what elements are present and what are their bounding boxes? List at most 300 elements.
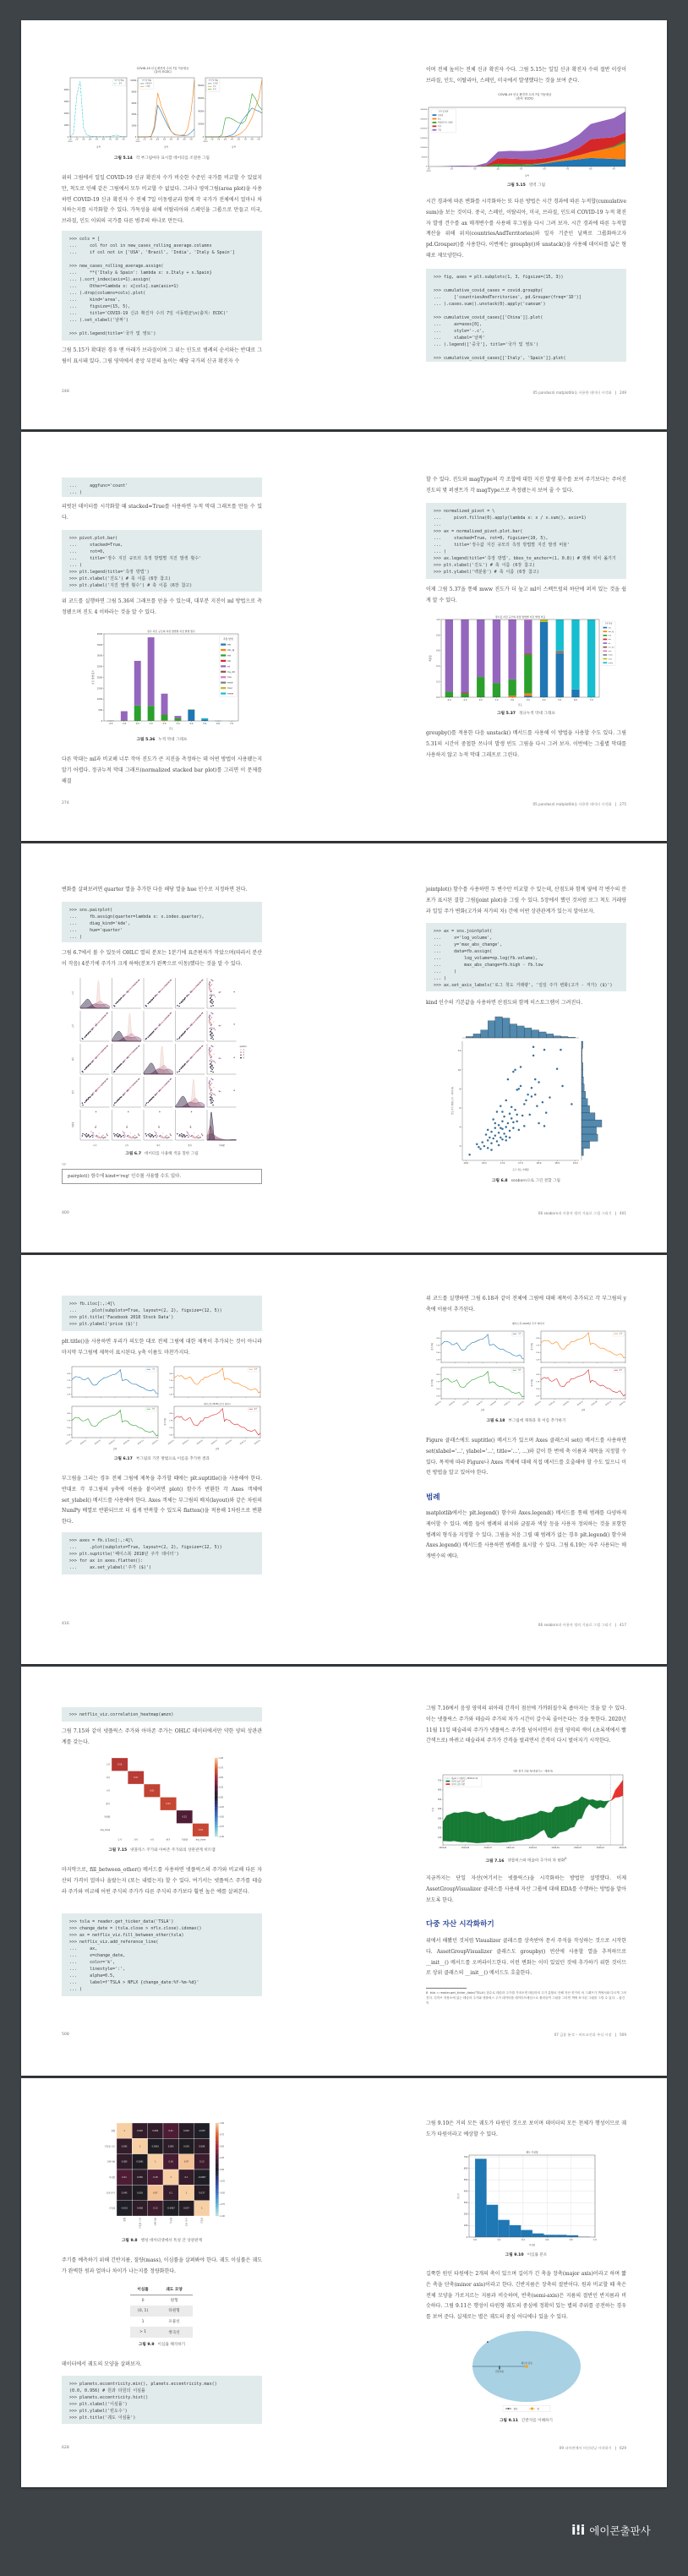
scatter-point [155, 996, 156, 997]
legend-title: 국가 및 영토 [208, 80, 218, 83]
bar-segment [477, 619, 484, 677]
colorbar-segment [216, 2179, 219, 2181]
legend-label: 행성 [513, 2407, 518, 2410]
footnote-mark: 8 [426, 1991, 429, 1995]
colorbar-segment [216, 2128, 219, 2131]
legend-marker [240, 1051, 242, 1053]
x-tick-label: 2월 [75, 139, 79, 141]
x-tick-label: 3월 [150, 139, 153, 141]
x-tick-label: 2019-10 [506, 1846, 515, 1849]
scatter-point [199, 1137, 201, 1138]
colorbar-segment [216, 2165, 219, 2168]
x-tick-label: 18.0 [536, 1162, 542, 1165]
y-axis-label: 주가 ($) [531, 1379, 533, 1387]
scatter-point [95, 1127, 96, 1128]
scatter-point [85, 1100, 87, 1102]
scatter-point [543, 1049, 545, 1051]
x-tick-label: 17.0 [500, 1162, 505, 1165]
scatter-point [155, 1029, 156, 1030]
page-number: 275 [620, 802, 626, 806]
bar-segment [524, 696, 532, 697]
scatter-point [482, 1141, 483, 1143]
heatmap-annotation: 0.045 [183, 2130, 189, 2133]
scatter-point [153, 1136, 155, 1138]
fill-region [458, 1812, 461, 1842]
left-page [21, 1667, 344, 2076]
y-tick-label: 1000 [96, 698, 103, 701]
semi-major-label: 긴반지름 [494, 2371, 505, 2373]
scatter-point [212, 1067, 214, 1069]
scatter-point [162, 1087, 164, 1089]
scatter-point [521, 1115, 523, 1116]
y-tick-label: 4000 [96, 632, 103, 636]
scatter-point [190, 991, 192, 992]
scatter-point [186, 1135, 188, 1137]
heatmap-annotation: 0.0061 [151, 2145, 160, 2148]
x-tick-label: 7월 [243, 139, 247, 141]
scatter-point [501, 1138, 503, 1140]
legend-label: mb_lg [608, 630, 614, 633]
colorbar-segment [215, 1766, 218, 1767]
scatter-point [188, 1028, 189, 1029]
code-block: >>> ax = sns.jointplot( ... x='log_volume', ... y='max_abs_change', ... data=fb.assign( ... log_volume=np.log(fb.volume), ... max_abs_change=fb.high - fb.low ... ) ... ) >>> ax.set_axis_labels('로그 척도 거래량', '일일 주가 변화(고가 - 저가) ($)') [426, 923, 626, 991]
y-tick-label: 300000 [420, 108, 428, 111]
scatter-point [123, 996, 124, 997]
scatter-point [170, 1133, 172, 1135]
table-cell: > 1 [130, 2327, 156, 2338]
scatter-point [82, 1133, 84, 1135]
x-tick-label: 2020-04 [551, 1846, 560, 1849]
heatmap-annotation: 0.068 [137, 2207, 143, 2210]
colorbar-segment [215, 1776, 218, 1777]
scatter-point [124, 1134, 126, 1136]
scatter-point [139, 1078, 140, 1080]
legend-label: 종가 [619, 1369, 623, 1372]
marginal-bar [582, 1127, 597, 1134]
footnote-reference[interactable]: 8 [565, 1857, 567, 1860]
body-paragraph: jointplot() 함수를 사용하면 두 변수만 비교할 수 있는데, 산점도와 함께 옆에 각 변수의 분포가 표시된 결합 그림(joint plot)을 그릴 수 있다. 5장에서 했던 것처럼 로그 척도 거래량과 일일 주가 변화(고가와 저가의 차) 간에 어떤 상관관계가 있는지 알아보자. [426, 887, 626, 914]
scatter-point [520, 1066, 521, 1067]
colorbar-segment [216, 2167, 219, 2169]
x-tick-label: 종가 [166, 1838, 171, 1842]
y-tick-label: 80000 [198, 84, 205, 87]
x-tick-label: 16.5 [481, 1162, 487, 1165]
marginal-bar [502, 1018, 510, 1038]
colorbar-label: -0.25 [220, 2180, 225, 2183]
legend-label: 브라질 [212, 83, 218, 85]
body-paragraph: 이며 전체 높이는 전체 신규 확진자 수다. 그림 5.15는 일일 신규 확진자 수의 절반 이상이 브라질, 인도, 이탈리아, 스페인, 미국에서 발생했다는 것을 보여 준다. [426, 67, 626, 84]
scatter-point [210, 1038, 212, 1040]
bar-segment [524, 620, 532, 654]
legend-label: mb [608, 627, 611, 630]
scatter-point [167, 1017, 168, 1018]
scatter-point [124, 1059, 126, 1061]
scatter-point [120, 997, 122, 999]
legend-label: mww [227, 691, 234, 696]
y-axis-label: 저가 [72, 1056, 74, 1062]
scatter-point [210, 1024, 211, 1026]
heatmap-annotation: -0.015 [198, 2130, 205, 2133]
body-paragraph: 그림 9.10은 거의 모든 궤도가 타원인 것으로 보이며 데이터의 모든 천체가 행성이므로 궤도가 타원이라고 예상할 수 있다. [426, 2120, 626, 2137]
bar-segment [445, 692, 453, 697]
page-number: 249 [620, 390, 626, 395]
x-tick-label: 18.5 [554, 1162, 560, 1165]
scatter-point [527, 1094, 529, 1095]
series-line [72, 1370, 158, 1394]
body-paragraph: 지금까지는 단일 자산(여기서는 넷플릭스)을 시각화하는 방법만 설명했다. 이제 AssetGroupVisualizer 클래스를 사용해 자산 그룹에 대해 EDA를 수행하는 방법을 알아보도록 한다. [426, 1875, 626, 1903]
table-cell: 원형 [170, 2299, 178, 2304]
left-page [21, 1255, 344, 1664]
scatter-point [168, 981, 170, 983]
bar-segment [556, 651, 564, 654]
legend-swatch [221, 671, 226, 673]
legend-label: 테슬라 > 넷플릭스 2020-11-11 [450, 1776, 478, 1780]
scatter-point [167, 1135, 168, 1137]
body-paragraph: 그림 5.15가 확대된 경우 맨 아래가 브라질이며 그 위는 인도로 범례의 순서와는 반대로 그림이 표시돼 있다. 그림 영역에서 중앙 부분의 높이는 해당 국가의 신규 확진자 수 [62, 347, 262, 364]
legend-label: mwr [227, 686, 232, 690]
figure-caption-text: 행성 데이터셋에서 특성 간 상관관계 [140, 2239, 203, 2243]
legend-label: mh [227, 658, 232, 663]
fill-region [612, 1790, 615, 1800]
legend-swatch [221, 687, 226, 689]
scatter-point [123, 1137, 125, 1138]
y-tick-label: 125 [169, 1394, 173, 1396]
scatter-point [199, 1047, 201, 1049]
figure-caption-text: 긴반지름 이해하기 [521, 2419, 553, 2423]
x-tick-label: 0.0 [473, 2238, 477, 2241]
series-line [541, 1333, 625, 1358]
scatter-point [105, 1137, 106, 1138]
bar-segment [556, 653, 564, 697]
figure-label: 그림 6.18 [486, 1419, 505, 1423]
scatter-point [180, 1001, 182, 1003]
chart-title: 정수 지진 규모의 측정 방법별 지진 발생 횟수 [147, 629, 195, 633]
scatter-point [178, 1006, 180, 1007]
y-tick-label: 200 [463, 2213, 468, 2216]
legend-swatch [221, 682, 226, 684]
marginal-bar [466, 1036, 473, 1038]
legend-title: quarter [239, 1045, 247, 1048]
x-tick-label: 질량 [123, 2218, 127, 2222]
x-tick-label: 5.0 [558, 699, 562, 702]
colorbar-segment [215, 1787, 218, 1789]
body-paragraph: 이제 그림 5.37을 통해 mww 진도가 더 높고 ml이 스펙트럼의 하단에 퍼져 있는 것을 쉽게 알 수 있다. [426, 587, 626, 603]
scatter-point [167, 1082, 168, 1083]
body-paragraph: kind 인수의 기본값을 사용하면 산점도와 함께 히스토그램이 그려진다. [426, 1000, 583, 1006]
legend-label: mww [608, 662, 614, 664]
code-block: >>> sns.pairplot( ... fb.assign(quarter=lambda x: x.index.quarter), ... diag_kind='kde', ... hue='quarter' ... ) [62, 902, 262, 942]
bar-segment [121, 712, 128, 721]
colorbar-segment [216, 2144, 219, 2147]
scatter-point [469, 1154, 471, 1155]
scatter-point [86, 1136, 88, 1138]
marginal-bar [495, 1017, 503, 1038]
scatter-point [210, 1012, 212, 1014]
scatter-point [210, 1078, 212, 1080]
x-axis-label: 종가 [188, 1144, 193, 1147]
legend-label: 1 [243, 1048, 244, 1051]
colorbar-label: 0.25 [219, 1786, 224, 1789]
y-axis-label: 일일 주가 변화(고가 - 저가) ($) [451, 1086, 454, 1116]
y-tick-label: 8 [459, 1088, 461, 1091]
x-tick-label: 4월 [88, 139, 92, 141]
colorbar-segment [215, 1835, 218, 1836]
legend-label: mw [608, 651, 612, 653]
scatter-point [209, 1054, 210, 1056]
scatter-point [130, 1087, 132, 1089]
scatter-point [123, 1062, 124, 1063]
scatter-point [498, 1144, 500, 1146]
table-cell: 0 [141, 2298, 145, 2303]
series-line [202, 94, 262, 139]
marginal-bar [554, 1036, 561, 1038]
y-tick-label: 100 [438, 1836, 442, 1839]
colorbar-label: 0.00 [220, 2168, 225, 2171]
scatter-point [212, 1045, 214, 1047]
scatter-point [180, 1035, 182, 1037]
scatter-point [490, 1143, 492, 1144]
x-tick-label: 5월 [95, 139, 99, 141]
marginal-bar [582, 1099, 587, 1105]
fill-region [593, 1799, 597, 1809]
scatter-point [210, 1100, 212, 1102]
scatter-point [494, 1127, 496, 1129]
scatter-point [210, 1099, 211, 1100]
legend-swatch [603, 650, 608, 652]
scatter-point [99, 1132, 101, 1134]
scatter-point [127, 1136, 128, 1138]
bar-segment [148, 706, 155, 721]
y-tick-label: 150 [169, 1427, 173, 1429]
fill-region [480, 1812, 483, 1843]
scatter-point [201, 1133, 203, 1135]
legend-label: 3 [243, 1054, 244, 1057]
legend-swatch [446, 1781, 450, 1782]
scatter-point [124, 1135, 126, 1137]
scatter-point [561, 1085, 563, 1087]
marginal-bar [582, 1041, 583, 1048]
figure-7-15-heatmap [85, 1756, 241, 1847]
colorbar-segment [215, 1760, 218, 1761]
y-tick-label: adj_close [100, 1829, 111, 1832]
y-tick-label: 50000 [421, 156, 428, 159]
colorbar-segment [215, 1782, 218, 1783]
marginal-bar [582, 1084, 584, 1091]
page-spread [21, 432, 667, 841]
scatter-point [82, 1071, 84, 1072]
fill-region [563, 1805, 566, 1831]
y-tick-label: 125 [169, 1434, 173, 1437]
scatter-point [92, 1132, 94, 1134]
bar-segment [161, 715, 168, 721]
histogram-bar [475, 2158, 487, 2237]
scatter-point [505, 1126, 507, 1127]
scatter-point [187, 1132, 188, 1134]
scatter-point [516, 1114, 518, 1116]
page-spread [21, 1255, 667, 1664]
footnote [426, 1990, 626, 2007]
scatter-point [127, 1057, 128, 1059]
fill-region [477, 1813, 480, 1843]
colorbar-segment [216, 2137, 219, 2140]
scatter-point [154, 1131, 156, 1132]
scatter-point [514, 1069, 516, 1071]
heatmap-annotation: 0.13 [153, 2207, 158, 2210]
legend-title: 측정 방법 [604, 623, 613, 625]
figure-9-8-heatmap [89, 2120, 237, 2238]
heatmap-annotation: 0.21 [122, 2176, 127, 2180]
fill-region [443, 1815, 446, 1841]
scatter-point [531, 1087, 532, 1089]
x-tick-label: -1.0 [122, 723, 127, 726]
fill-region [586, 1798, 589, 1809]
colorbar-segment [215, 1771, 218, 1773]
scatter-point [211, 1017, 213, 1018]
scatter-point [505, 1100, 507, 1101]
scatter-point [161, 1088, 162, 1089]
scatter-point [115, 1134, 117, 1136]
scatter-point [155, 1094, 156, 1096]
scatter-point [195, 985, 197, 987]
chapter-title: 07 금융 분석 – 비트코인과 주식 시장 [554, 2033, 612, 2037]
chart-title: COVID-19 신규 확진자 수의 7일 이동평균 [498, 93, 552, 96]
figure-caption [426, 1419, 626, 1424]
body-paragraph: 데이터에서 궤도의 모양을 살펴보자. [62, 2361, 142, 2367]
x-axis-label: 시가 [92, 1144, 97, 1147]
fill-region [473, 1813, 477, 1842]
y-tick-label: 125 [536, 1395, 540, 1398]
scatter-point [170, 1012, 172, 1014]
legend-label: ml [608, 642, 611, 645]
colorbar-segment [215, 1825, 218, 1826]
colorbar-label: 0.50 [219, 1776, 224, 1780]
figure-caption [62, 2343, 262, 2348]
fill-region [506, 1820, 510, 1842]
body-paragraph: groupby()를 적용한 다음 unstack() 메서드를 사용해 이 방법을 사용할 수도 있다. 그림 5.31의 시간이 중첩한 쓰나미 발생 빈도 그림을 다시 그려 보자. 이번에는 그룹별 막대를 사용하지 않고 누적 막대 그래프로 그린다. [426, 730, 626, 758]
scatter-point [86, 1099, 88, 1100]
figure-6-8-jointplot [435, 1014, 609, 1175]
x-tick-label: 19.0 [572, 1162, 578, 1165]
figure-caption-text: 넷플릭스와 테슬라 주가의 차 변화 [507, 1858, 565, 1864]
body-paragraph: 그림 6.7에서 볼 수 있듯이 OHLC 열의 분포는 1분기에 표준편차가 작았으며(따라서 분산이 작음) 4분기에 주가가 크게 하락(분포가 왼쪽으로 이동)했다는 것을 알 수 있다. [62, 950, 262, 967]
scatter-point [106, 1135, 108, 1137]
chart-title: (출처: ECDC) [154, 70, 172, 74]
scatter-point [219, 1091, 221, 1093]
x-tick-label: 6.0 [573, 699, 577, 702]
scatter-point [186, 996, 188, 997]
y-tick-label: 긴반지름 [106, 2160, 116, 2164]
scatter-point [106, 1133, 107, 1135]
star-marker [525, 2365, 528, 2368]
scatter-point [523, 1125, 525, 1127]
y-tick-label: 근일점 시간 [104, 2145, 116, 2148]
x-tick-label: 9월 [612, 168, 615, 171]
heatmap-annotation: 1 [155, 2160, 156, 2164]
scatter-point [197, 1018, 199, 1019]
scatter-point [130, 1132, 132, 1134]
table-cell: 쌍곡선 [156, 2327, 193, 2338]
scatter-point [190, 1136, 192, 1138]
x-tick-label: 7.0 [230, 723, 234, 726]
x-tick-label: 1.0 [593, 2238, 597, 2241]
colorbar-segment [216, 2130, 219, 2132]
legend-label: 미국 [212, 89, 216, 91]
scatter-point [509, 1113, 511, 1115]
scatter-point [82, 1038, 84, 1040]
scatter-point [209, 1051, 210, 1052]
subplot [130, 78, 194, 149]
scatter-point [136, 1047, 138, 1049]
colorbar-label: -0.50 [220, 2191, 225, 2195]
bar-segment [524, 653, 532, 654]
bar-segment [524, 693, 532, 696]
bar-segment [477, 677, 484, 697]
colorbar-segment [216, 2142, 219, 2144]
x-tick-label: -1.0 [462, 699, 467, 702]
colorbar-segment [215, 1792, 218, 1793]
scatter-point [209, 983, 210, 985]
y-axis-label: 거래량 [72, 1122, 74, 1128]
scatter-point [545, 1112, 547, 1114]
right-page [344, 1667, 667, 2076]
y-tick-label: 100000 [420, 147, 428, 150]
publisher-logo[interactable] [571, 2522, 651, 2538]
axes-frame [174, 1367, 260, 1397]
scatter-point [210, 1059, 212, 1061]
scatter-point [124, 1092, 126, 1094]
scatter-point [211, 1083, 213, 1084]
legend-label: mw [227, 675, 232, 679]
scatter-point [150, 1099, 151, 1100]
scatter-point [503, 1116, 505, 1117]
y-tick-label: 0.2 [436, 680, 440, 684]
scatter-point [210, 1028, 211, 1029]
scatter-point [512, 1127, 514, 1129]
x-tick-label: 2018-01 [534, 1400, 542, 1407]
scatter-point [117, 1136, 119, 1138]
y-axis-label: 종가 [72, 1089, 74, 1094]
scatter-point [215, 1094, 216, 1096]
scatter-point [498, 1124, 500, 1126]
y-tick-label: 1500 [96, 687, 103, 690]
table-row [130, 2295, 193, 2306]
scatter-point [166, 1018, 167, 1019]
figure-label: 그림 5.15 [506, 183, 526, 188]
y-tick-label: 300 [438, 1817, 442, 1820]
scatter-point [209, 1087, 210, 1089]
scatter-point [119, 1097, 121, 1099]
code-block: >>> cols = [ ... col for col in new_cases_rolling_average.columns ... if col not in ['USA', 'Brazil', 'India', 'Italy & Spain'] >>> new_cases_rolling_average.assign( ... **{'Italy & Spain': lambda x: x.Italy + x.Spain} ... ).sort_index(axis=1).assign( ... Other=lambda x: x[cols].sum(axis=1) ... ).drop(columns=cols).plot( ... kind='area', ... figsize=(15, 5), ... title='COVID-19 신규 확진자 수의 7일 이동평균\n(출처: ECDC)' ... ).set_xlabel('날짜') >>> plt.legend(title='국가 및 영토') [62, 231, 262, 341]
x-tick-label: 2.0 [511, 699, 515, 702]
scatter-point [178, 1071, 180, 1072]
scatter-point [91, 1135, 93, 1137]
series-line [72, 1411, 158, 1436]
scatter-point [179, 1003, 181, 1005]
bar-segment [524, 654, 532, 693]
series-line [441, 1334, 524, 1359]
y-axis-label: 주가 ($) [431, 1343, 434, 1351]
subplot [530, 1331, 625, 1363]
figure-caption [62, 1848, 262, 1853]
marginal-bar [582, 1113, 595, 1120]
scatter-point [184, 1136, 186, 1138]
marginal-bar [582, 1091, 586, 1098]
histogram-bar [555, 2235, 567, 2237]
legend-label: 2 [243, 1051, 244, 1054]
x-tick-label: 1월 [204, 139, 207, 141]
scatter-point [115, 1069, 117, 1071]
scatter-point [494, 1122, 496, 1124]
